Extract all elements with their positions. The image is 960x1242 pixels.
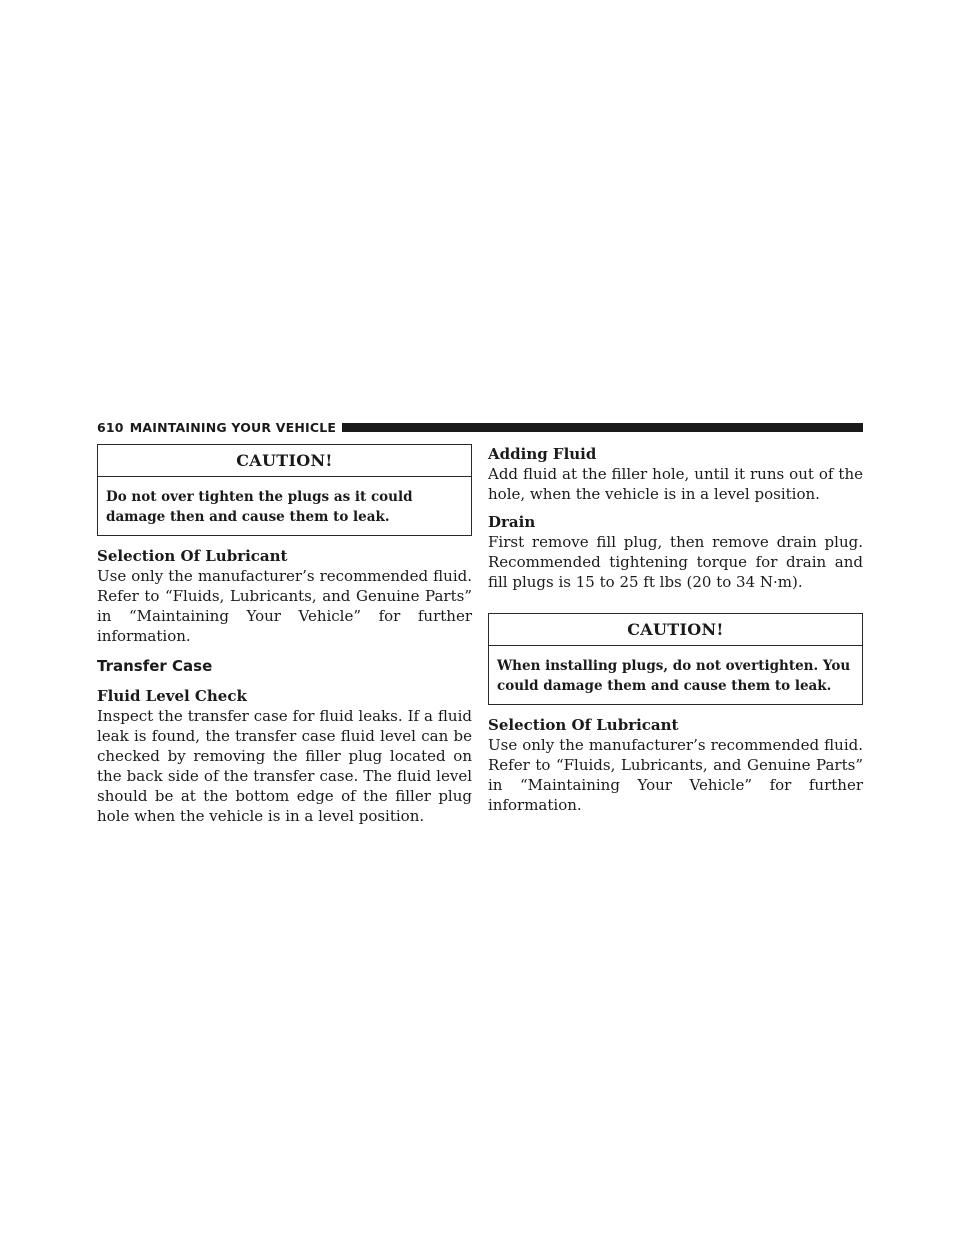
fluid-level-check-text: Inspect the transfer case for fluid leaks. If a fluid leak is found, the transfer case fluid level can be checked by removing the filler plug located on the back side of the transfer case. The fluid level should be at the bottom edge of the filler plug hole when the vehicle is in a level position. — [97, 707, 472, 825]
caution-box — [97, 444, 472, 536]
caution-text: Do not over tighten the plugs as it could damage then and cause them to leak. — [106, 489, 413, 525]
adding-fluid-text: Add fluid at the filler hole, until it runs out of the hole, when the vehicle is in a level position. — [488, 465, 863, 503]
transfer-case-heading: Transfer Case — [97, 657, 213, 675]
adding-fluid-heading: Adding Fluid — [488, 445, 597, 463]
right-column — [488, 444, 863, 815]
selection-of-lubricant-text: Use only the manufacturer’s recommended fluid. Refer to “Fluids, Lubricants, and Genuine Parts” in “Maintaining Your Vehicle” for further information. — [488, 736, 863, 814]
selection-of-lubricant-text: Use only the manufacturer’s recommended fluid. Refer to “Fluids, Lubricants, and Genuine Parts” in “Maintaining Your Vehicle” for further information. — [97, 567, 472, 645]
fluid-level-check-heading: Fluid Level Check — [97, 687, 247, 705]
caution-title: CAUTION! — [489, 614, 862, 646]
drain-heading: Drain — [488, 513, 536, 531]
caution-text: When installing plugs, do not overtighten. You could damage them and cause them to leak. — [497, 658, 851, 694]
section-title: MAINTAINING YOUR VEHICLE — [129, 419, 337, 435]
selection-of-lubricant-heading: Selection Of Lubricant — [97, 547, 288, 565]
header-rule — [342, 423, 863, 432]
left-column — [97, 444, 472, 826]
page-number: 610 — [97, 419, 124, 435]
drain-text: First remove fill plug, then remove drain plug. Recommended tightening torque for drain and fill plugs is 15 to 25 ft lbs (20 to 34 N·m). — [488, 533, 863, 591]
selection-of-lubricant-heading: Selection Of Lubricant — [488, 716, 679, 734]
caution-title: CAUTION! — [98, 445, 471, 477]
caution-box — [488, 613, 863, 705]
page-header — [97, 418, 863, 436]
